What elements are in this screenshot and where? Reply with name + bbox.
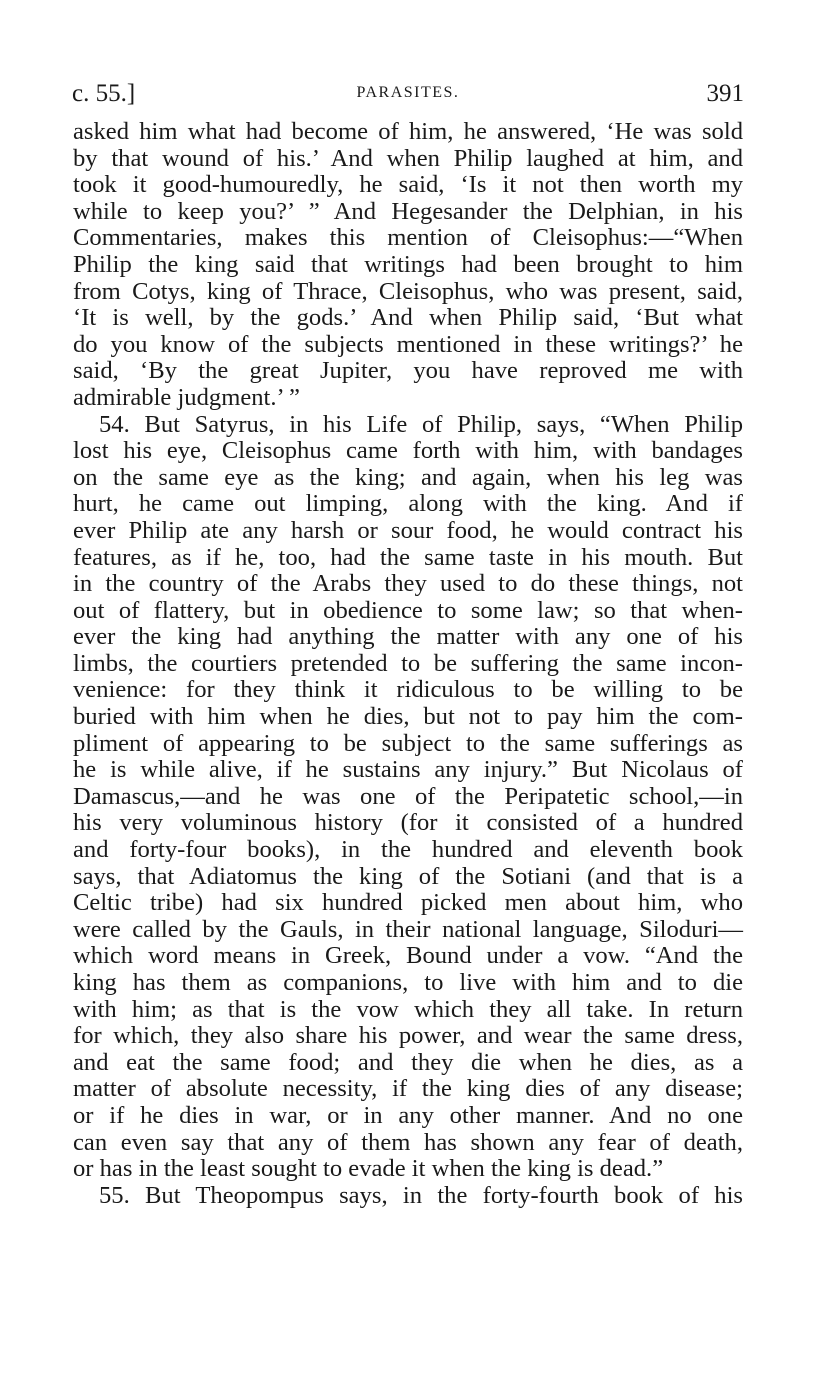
- body-text: [73, 119, 743, 1209]
- text-line: out of flattery, but in obedience to some law; so that when-: [73, 596, 743, 624]
- text-line: Celtic tribe) had six hundred picked men about him, who: [73, 889, 743, 917]
- text-line: his very voluminous history (for it consisted of a hundred: [73, 809, 743, 837]
- text-line: or has in the least sought to evade it when the king is dead.”: [73, 1155, 664, 1183]
- text-line: took it good-humouredly, he said, ‘Is it not then worth my: [73, 171, 743, 199]
- text-line: and forty-four books), in the hundred and eleventh book: [73, 836, 743, 864]
- text-line: in the country of the Arabs they used to do these things, not: [73, 570, 743, 598]
- text-line: buried with him when he dies, but not to pay him the com-: [73, 703, 743, 731]
- text-line: while to keep you?’ ” And Hegesander the Delphian, in his: [73, 197, 743, 225]
- text-line: pliment of appearing to be subject to the same sufferings as: [73, 729, 743, 757]
- text-line: by that wound of his.’ And when Philip laughed at him, and: [73, 144, 743, 172]
- text-line: Commentaries, makes this mention of Cleisophus:—“When: [73, 224, 743, 252]
- text-line: lost his eye, Cleisophus came forth with him, with bandages: [73, 437, 743, 465]
- text-line: matter of absolute necessity, if the king dies of any disease;: [73, 1075, 743, 1103]
- chapter-reference: c. 55.]: [72, 80, 136, 107]
- text-line: on the same eye as the king; and again, when his leg was: [73, 463, 743, 491]
- text-line: do you know of the subjects mentioned in these writings?’ he: [73, 330, 743, 358]
- text-line: with him; as that is the vow which they all take. In return: [73, 995, 743, 1023]
- running-title: PARASITES.: [356, 84, 460, 101]
- text-line: or if he dies in war, or in any other manner. And no one: [73, 1101, 743, 1129]
- text-line: 55. But Theopompus says, in the forty-fourth book of his: [99, 1181, 743, 1209]
- text-line: Philip the king said that writings had been brought to him: [73, 250, 743, 278]
- text-line: can even say that any of them has shown any fear of death,: [73, 1128, 743, 1156]
- text-line: ever Philip ate any harsh or sour food, he would contract his: [73, 516, 743, 544]
- text-line: said, ‘By the great Jupiter, you have reproved me with: [73, 357, 743, 385]
- running-head: [72, 80, 744, 112]
- text-line: admirable judgment.’ ”: [73, 383, 300, 411]
- text-line: asked him what had become of him, he answered, ‘He was sold: [73, 118, 743, 145]
- text-line: he is while alive, if he sustains any injury.” But Nicolaus of: [73, 756, 743, 784]
- text-line: features, as if he, too, had the same taste in his mouth. But: [73, 543, 743, 571]
- text-line: were called by the Gauls, in their national language, Siloduri—: [73, 915, 743, 943]
- text-line: says, that Adiatomus the king of the Sotiani (and that is a: [73, 862, 743, 890]
- text-line: ever the king had anything the matter with any one of his: [73, 623, 743, 651]
- text-line: 54. But Satyrus, in his Life of Philip, says, “When Philip: [99, 410, 743, 438]
- text-line: from Cotys, king of Thrace, Cleisophus, who was present, said,: [73, 277, 743, 305]
- text-line: hurt, he came out limping, along with the king. And if: [73, 490, 743, 518]
- text-line: venience: for they think it ridiculous to be willing to be: [73, 676, 743, 704]
- text-line: ‘It is well, by the gods.’ And when Philip said, ‘But what: [73, 304, 743, 332]
- text-line: which word means in Greek, Bound under a vow. “And the: [73, 942, 743, 970]
- text-line: limbs, the courtiers pretended to be suffering the same incon-: [73, 649, 743, 677]
- text-line: Damascus,—and he was one of the Peripatetic school,—in: [73, 782, 743, 810]
- text-line: and eat the same food; and they die when he dies, as a: [73, 1048, 743, 1076]
- text-line: for which, they also share his power, and wear the same dress,: [73, 1022, 743, 1050]
- text-line: king has them as companions, to live with him and to die: [73, 969, 743, 996]
- page-number: 391: [706, 80, 744, 107]
